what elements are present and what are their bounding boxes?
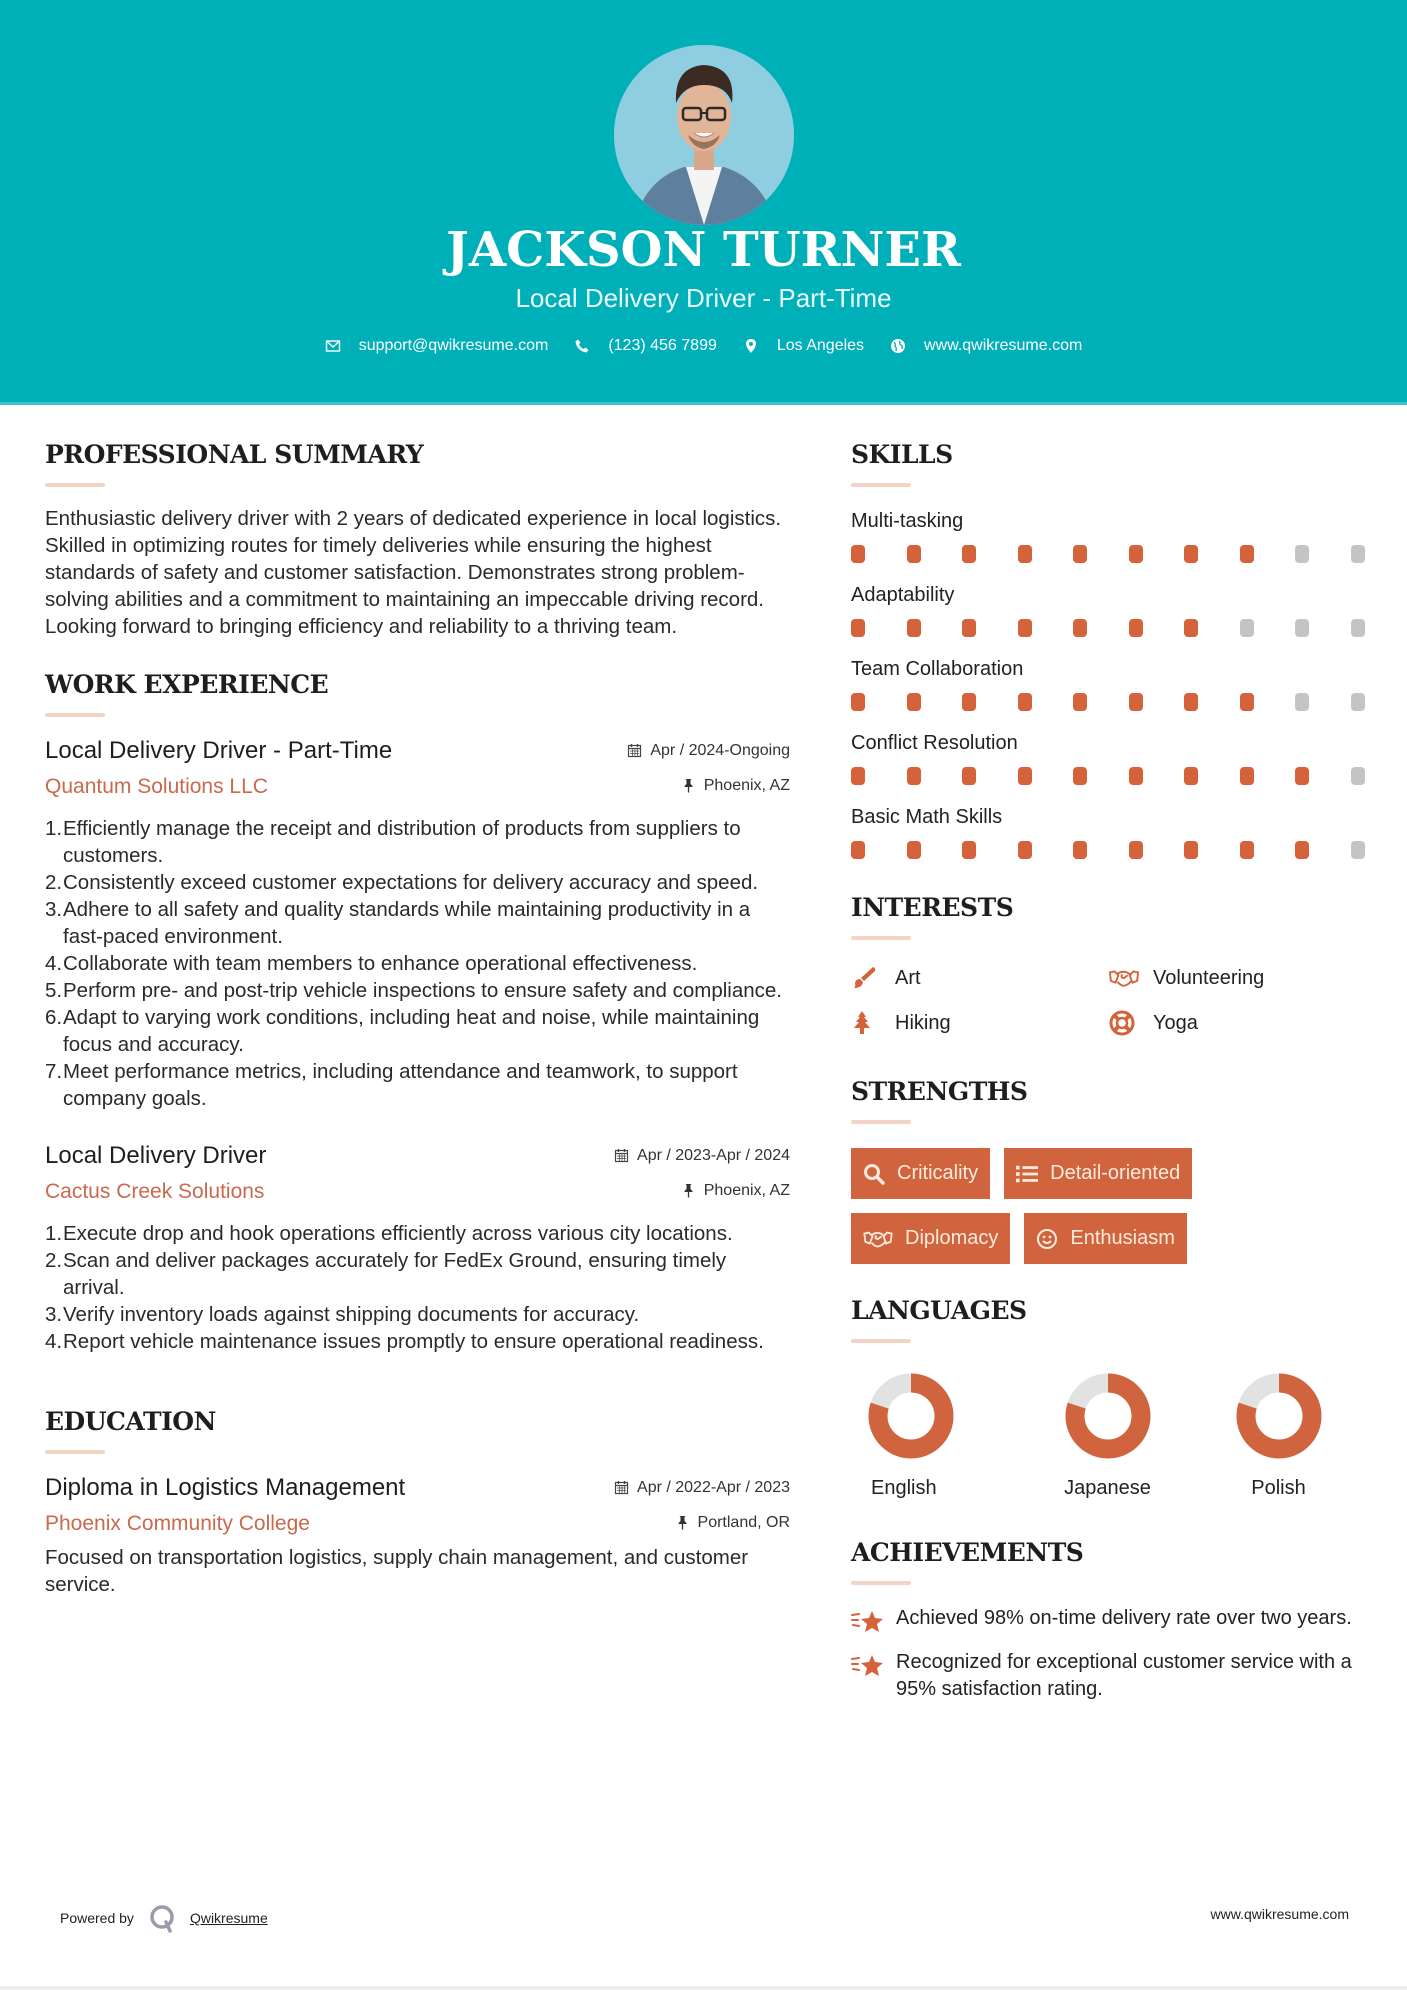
skill-rating <box>851 833 1371 875</box>
job-company: Quantum Solutions LLC <box>45 775 268 798</box>
skill-name: Basic Math Skills <box>851 806 1003 828</box>
achievements-list <box>851 1605 1371 1703</box>
job-role: Local Delivery Driver <box>45 1142 267 1169</box>
education-date-text: Apr / 2022-Apr / 2023 <box>637 1478 790 1496</box>
job-bullet: 4.Collaborate with team members to enhance operational effectiveness. <box>45 952 698 975</box>
strength-label: Detail-oriented <box>1050 1162 1181 1184</box>
achievement-item <box>851 1605 1371 1637</box>
strengths-list <box>851 1148 1371 1278</box>
interest-label: Art <box>895 966 921 989</box>
qwikresume-link[interactable]: Qwikresume <box>189 1910 268 1926</box>
school: Phoenix Community College <box>45 1512 310 1535</box>
section-underline <box>851 1120 911 1124</box>
rating-dot-empty <box>1240 619 1254 637</box>
rating-dot-filled <box>1184 545 1198 563</box>
rating-dot-empty <box>1351 619 1365 637</box>
section-underline <box>45 1450 105 1454</box>
interest-label: Volunteering <box>1153 966 1265 989</box>
rating-dot-filled <box>907 693 921 711</box>
candidate-title: Local Delivery Driver - Part-Time <box>515 283 892 313</box>
email-text: support@qwikresume.com <box>358 337 549 354</box>
rating-dot-filled <box>962 767 976 785</box>
education-description: Focused on transportation logistics, supply chain management, and customer service. <box>45 1546 749 1596</box>
job-bullet: 7.Meet performance metrics, including attendance and teamwork, to support company goals. <box>45 1060 738 1110</box>
left-column <box>45 440 790 1598</box>
job-bullet: 2.Consistently exceed customer expectations for delivery accuracy and speed. <box>45 871 759 894</box>
skills-list <box>851 505 1371 875</box>
skill-rating <box>851 759 1371 801</box>
rating-dot-filled <box>1295 767 1309 785</box>
rating-dot-empty <box>1295 619 1309 637</box>
section-underline <box>851 483 911 487</box>
pushpin-icon <box>681 1183 696 1198</box>
skill-item <box>851 653 1371 727</box>
rating-dot-empty <box>1351 693 1365 711</box>
interest-item <box>1109 962 1359 994</box>
rating-dot-filled <box>1073 545 1087 563</box>
language-proficiency-donut <box>1065 1373 1151 1459</box>
language-proficiency-donut <box>1236 1373 1322 1459</box>
rating-dot-empty <box>1351 841 1365 859</box>
skill-rating <box>851 611 1371 653</box>
education-section <box>45 1407 790 1598</box>
smile-icon <box>1036 1228 1058 1250</box>
rating-dot-filled <box>851 619 865 637</box>
experience-section <box>45 670 790 1355</box>
rating-dot-filled <box>1184 767 1198 785</box>
rating-dot-filled <box>907 841 921 859</box>
job-role: Local Delivery Driver - Part-Time <box>45 737 393 764</box>
rating-dot-filled <box>907 545 921 563</box>
summary-text: Enthusiastic delivery driver with 2 years of dedicated experience in local logistics. Skilled in optimizing routes for timely deliveries while ensuring the highest standards of safety and customer satisfaction. Demonstrates strong problem-solving abilities and a commitment to maintaining an impeccable driving record. Looking forward to bringing efficiency and reliability to a thriving team. <box>45 507 782 638</box>
interest-item <box>851 962 1109 994</box>
contact-phone[interactable] <box>574 337 717 355</box>
rating-dot-empty <box>1295 545 1309 563</box>
tree-icon <box>851 1010 881 1036</box>
footer-website[interactable]: www.qwikresume.com <box>1210 1906 1349 1922</box>
job-bullet: 1.Efficiently manage the receipt and distribution of products from suppliers to customers. <box>45 817 741 867</box>
rating-dot-filled <box>962 693 976 711</box>
section-underline <box>851 1339 911 1343</box>
footer-powered-by <box>60 1903 268 1933</box>
section-underline <box>851 1581 911 1585</box>
right-column <box>851 440 1371 1715</box>
rating-dot-filled <box>1240 545 1254 563</box>
rating-dot-filled <box>1240 767 1254 785</box>
job-bullet: 3.Adhere to all safety and quality standards while maintaining productivity in a fast-paced environment. <box>45 898 751 948</box>
language-name: Japanese <box>1064 1477 1151 1499</box>
powered-by-text: Powered by <box>60 1910 134 1926</box>
skill-rating <box>851 537 1371 579</box>
shooting-star-icon <box>851 1651 885 1681</box>
rating-dot-filled <box>1073 767 1087 785</box>
strength-label: Enthusiasm <box>1070 1227 1175 1249</box>
rating-dot-filled <box>1018 545 1032 563</box>
rating-dot-filled <box>1018 767 1032 785</box>
rating-dot-filled <box>1129 619 1143 637</box>
section-underline <box>851 936 911 940</box>
contact-email[interactable] <box>325 337 549 355</box>
skill-item <box>851 579 1371 653</box>
languages-section <box>851 1296 1371 1500</box>
section-title-skills: SKILLS <box>851 440 953 469</box>
calendar-icon <box>614 1480 629 1495</box>
section-title-strengths: STRENGTHS <box>851 1077 1028 1106</box>
rating-dot-filled <box>1184 693 1198 711</box>
lifering-icon <box>1109 1010 1139 1036</box>
job-location-text: Phoenix, AZ <box>703 1181 790 1199</box>
education-location <box>675 1514 790 1532</box>
page-bottom-edge <box>0 1986 1407 1990</box>
language-item <box>1193 1373 1364 1500</box>
degree: Diploma in Logistics Management <box>45 1474 406 1501</box>
header-divider <box>0 402 1407 405</box>
rating-dot-filled <box>962 619 976 637</box>
language-item <box>1022 1373 1193 1500</box>
job-bullet: 4.Report vehicle maintenance issues promptly to ensure operational readiness. <box>45 1330 764 1353</box>
search-icon <box>863 1163 885 1185</box>
education-entry <box>45 1474 790 1598</box>
rating-dot-filled <box>851 841 865 859</box>
rating-dot-filled <box>1018 841 1032 859</box>
language-name: English <box>871 1477 937 1499</box>
skill-item <box>851 801 1371 875</box>
job-entry <box>45 737 790 1112</box>
interest-label: Yoga <box>1153 1011 1198 1034</box>
section-underline <box>45 713 105 717</box>
summary-section <box>45 440 790 640</box>
language-proficiency-donut <box>868 1373 954 1459</box>
job-bullet: 2.Scan and deliver packages accurately for FedEx Ground, ensuring timely arrival. <box>45 1249 727 1299</box>
job-location-text: Phoenix, AZ <box>703 776 790 794</box>
rating-dot-filled <box>1184 841 1198 859</box>
contact-website[interactable] <box>890 337 1082 355</box>
skill-name: Team Collaboration <box>851 658 1024 680</box>
phone-text: (123) 456 7899 <box>608 337 717 354</box>
strength-label: Criticality <box>897 1162 979 1184</box>
location-text: Los Angeles <box>776 337 865 354</box>
achievement-text: Recognized for exceptional customer service with a 95% satisfaction rating. <box>896 1651 1352 1700</box>
strength-badge-criticality[interactable] <box>851 1148 990 1199</box>
rating-dot-filled <box>962 841 976 859</box>
rating-dot-filled <box>1129 841 1143 859</box>
resume-header <box>0 0 1407 404</box>
pushpin-icon <box>675 1515 690 1530</box>
handshake-icon <box>1109 965 1139 991</box>
section-title-achievements: ACHIEVEMENTS <box>851 1538 1084 1567</box>
skill-name: Multi-tasking <box>851 510 964 532</box>
rating-dot-filled <box>851 693 865 711</box>
rating-dot-filled <box>1073 693 1087 711</box>
section-title-languages: LANGUAGES <box>851 1296 1027 1325</box>
language-item <box>851 1373 1022 1500</box>
job-location <box>681 777 790 795</box>
achievement-item <box>851 1649 1371 1703</box>
achievements-section <box>851 1538 1371 1703</box>
section-title-summary: PROFESSIONAL SUMMARY <box>45 440 424 469</box>
strength-badge-diplomacy[interactable] <box>851 1213 1010 1264</box>
profile-photo <box>614 45 794 225</box>
interest-item <box>851 1007 1109 1039</box>
languages-list <box>851 1373 1371 1500</box>
rating-dot-empty <box>1351 767 1365 785</box>
job-bullet: 6.Adapt to varying work conditions, including heat and noise, while maintaining focus and accuracy. <box>45 1006 760 1056</box>
candidate-name: JACKSON TURNER <box>446 222 961 278</box>
job-date-text: Apr / 2024-Ongoing <box>650 741 790 759</box>
rating-dot-filled <box>1018 619 1032 637</box>
qwikresume-logo-icon <box>148 1903 178 1933</box>
skill-rating <box>851 685 1371 727</box>
phone-icon <box>574 338 590 354</box>
rating-dot-filled <box>1018 693 1032 711</box>
skills-section <box>851 440 1371 875</box>
rating-dot-filled <box>1295 841 1309 859</box>
rating-dot-filled <box>1129 545 1143 563</box>
section-title-education: EDUCATION <box>45 1407 216 1436</box>
job-company: Cactus Creek Solutions <box>45 1180 265 1203</box>
job-bullets <box>45 815 790 1112</box>
job-date-text: Apr / 2023-Apr / 2024 <box>637 1146 790 1164</box>
calendar-icon <box>627 743 642 758</box>
rating-dot-filled <box>851 545 865 563</box>
job-location <box>681 1182 790 1200</box>
calendar-icon <box>614 1148 629 1163</box>
map-pin-icon <box>743 338 759 354</box>
rating-dot-filled <box>851 767 865 785</box>
section-underline <box>45 483 105 487</box>
job-bullets <box>45 1220 790 1355</box>
envelope-icon <box>325 338 341 354</box>
job-bullet: 1.Execute drop and hook operations efficiently across various city locations. <box>45 1222 733 1245</box>
pushpin-icon <box>681 778 696 793</box>
rating-dot-filled <box>1073 619 1087 637</box>
website-text: www.qwikresume.com <box>924 337 1083 354</box>
rating-dot-filled <box>1129 767 1143 785</box>
interest-item <box>1109 1007 1359 1039</box>
job-bullet: 5.Perform pre- and post-trip vehicle inspections to ensure safety and compliance. <box>45 979 783 1002</box>
rating-dot-filled <box>1240 693 1254 711</box>
contact-location <box>743 337 864 355</box>
rating-dot-filled <box>1240 841 1254 859</box>
education-location-text: Portland, OR <box>697 1513 790 1531</box>
interests-section <box>851 893 1371 1039</box>
job-date <box>627 742 790 760</box>
paintbrush-icon <box>851 965 881 991</box>
rating-dot-filled <box>907 619 921 637</box>
section-title-experience: WORK EXPERIENCE <box>45 670 329 699</box>
skill-item <box>851 505 1371 579</box>
shooting-star-icon <box>851 1607 885 1637</box>
job-bullet: 3.Verify inventory loads against shipping documents for accuracy. <box>45 1303 640 1326</box>
job-entry <box>45 1142 790 1355</box>
skill-item <box>851 727 1371 801</box>
strengths-section <box>851 1077 1371 1278</box>
interest-label: Hiking <box>895 1011 951 1034</box>
handshake-icon <box>863 1228 893 1250</box>
globe-icon <box>890 338 906 354</box>
rating-dot-filled <box>907 767 921 785</box>
rating-dot-filled <box>1184 619 1198 637</box>
strength-badge-detail-oriented[interactable] <box>1004 1148 1192 1199</box>
rating-dot-empty <box>1351 545 1365 563</box>
rating-dot-empty <box>1295 693 1309 711</box>
achievement-text: Achieved 98% on-time delivery rate over two years. <box>896 1607 1352 1629</box>
strength-badge-enthusiasm[interactable] <box>1024 1213 1187 1264</box>
rating-dot-filled <box>1073 841 1087 859</box>
education-date <box>614 1479 790 1497</box>
interests-grid <box>851 962 1371 1039</box>
strength-label: Diplomacy <box>905 1227 999 1249</box>
skill-name: Conflict Resolution <box>851 732 1018 754</box>
skill-name: Adaptability <box>851 584 955 606</box>
contact-row <box>0 337 1407 355</box>
job-date <box>614 1147 790 1165</box>
language-name: Polish <box>1251 1477 1306 1499</box>
rating-dot-filled <box>1129 693 1143 711</box>
rating-dot-filled <box>962 545 976 563</box>
list-icon <box>1016 1163 1038 1185</box>
section-title-interests: INTERESTS <box>851 893 1014 922</box>
